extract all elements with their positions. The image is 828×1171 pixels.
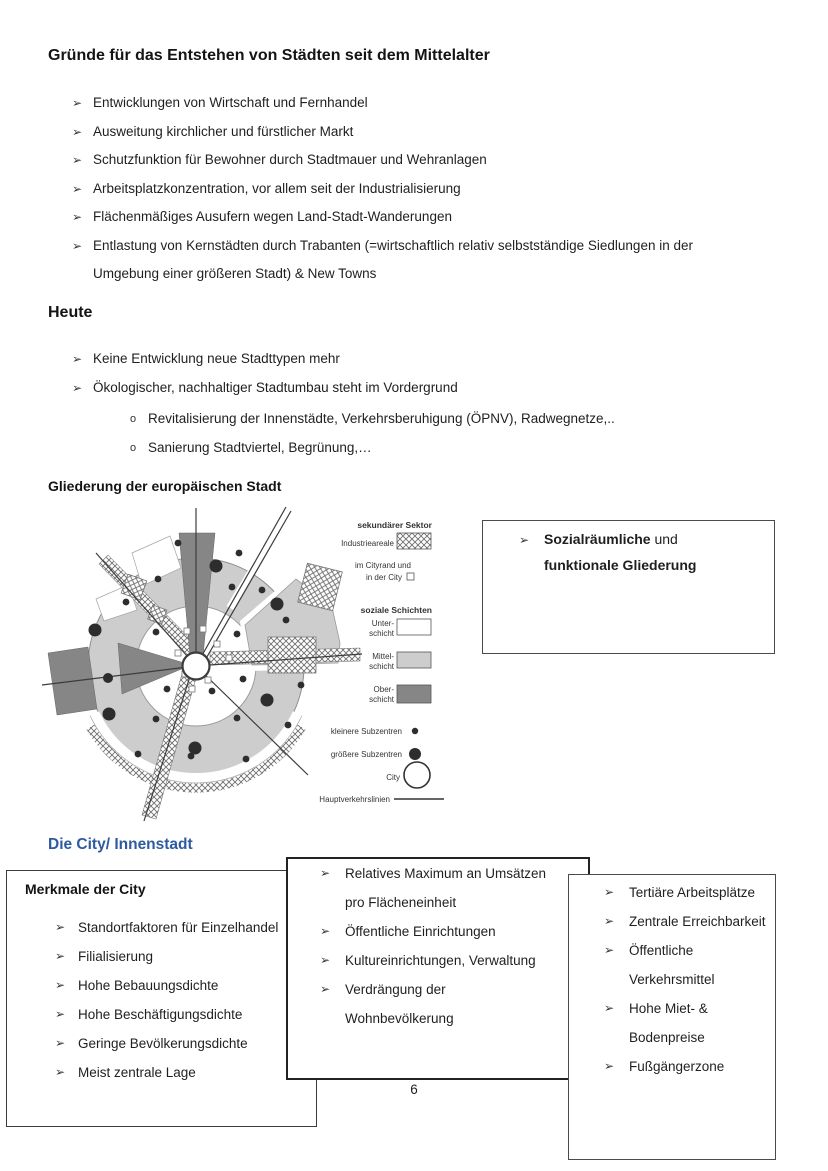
legend-swatch-cityrand-square bbox=[407, 573, 414, 580]
list-item: o Sanierung Stadtviertel, Begrünung,… bbox=[130, 434, 710, 463]
list-item: ➢ Entwicklungen von Wirtschaft und Fernhandel bbox=[72, 89, 732, 118]
note-box-content: ➢ Sozialräumliche und funktionale Gliederung bbox=[519, 527, 696, 578]
arrow-bullet-icon: ➢ bbox=[72, 380, 83, 395]
arrow-bullet-icon: ➢ bbox=[55, 949, 66, 963]
arrow-bullet-icon: ➢ bbox=[72, 352, 83, 366]
arrow-bullet-icon: ➢ bbox=[604, 1001, 615, 1015]
legend-small-dot bbox=[412, 728, 418, 734]
legend-label: größere Subzentren bbox=[330, 750, 402, 759]
heute-list bbox=[72, 345, 732, 402]
legend-city-circle bbox=[404, 762, 430, 788]
list-item: ➢ Flächenmäßiges Ausufern wegen Land-Stadt-Wanderungen bbox=[72, 203, 732, 232]
city-functions-box bbox=[286, 857, 590, 1080]
arrow-bullet-icon: ➢ bbox=[320, 982, 331, 996]
legend-label: kleinere Subzentren bbox=[330, 727, 402, 736]
legend-label: in der City bbox=[365, 573, 402, 582]
arrow-bullet-icon: ➢ bbox=[604, 1059, 615, 1073]
list-item: ➢ Hohe Bebauungsdichte bbox=[55, 971, 303, 1000]
merkmale-box-title: Merkmale der City bbox=[25, 881, 146, 897]
arrow-bullet-icon: ➢ bbox=[55, 978, 66, 992]
legend-label: Unter- bbox=[371, 619, 394, 628]
arrow-bullet-icon: ➢ bbox=[55, 1036, 66, 1050]
legend-label: schicht bbox=[369, 695, 394, 704]
city-features-list bbox=[604, 878, 786, 1081]
page-title: Gründe für das Entstehen von Städten seit dem Mittelalter bbox=[48, 47, 490, 64]
page-number: 6 bbox=[410, 1082, 418, 1097]
reasons-list bbox=[72, 89, 732, 289]
legend-swatch-unterschicht bbox=[397, 619, 431, 635]
legend-swatch-oberschicht bbox=[397, 685, 431, 703]
legend-label: Mittel- bbox=[372, 652, 394, 661]
legend-swatch-mittelschicht bbox=[397, 652, 431, 668]
arrow-bullet-icon: ➢ bbox=[72, 238, 83, 253]
list-item: ➢ Öffentliche Verkehrsmittel bbox=[604, 936, 786, 994]
arrow-bullet-icon: ➢ bbox=[604, 914, 615, 928]
list-item: ➢ Hohe Beschäftigungsdichte bbox=[55, 1000, 303, 1029]
list-item: ➢ Ausweitung kirchlicher und fürstlicher Markt bbox=[72, 118, 732, 147]
legend-large-dot bbox=[409, 748, 421, 760]
list-item: o Revitalisierung der Innenstädte, Verkehrsberuhigung (ÖPNV), Radwegnetze,.. bbox=[130, 405, 710, 434]
legend-label: City bbox=[386, 773, 400, 782]
legend-label: im Cityrand und bbox=[354, 561, 411, 570]
list-item: ➢ Verdrängung der Wohnbevölkerung bbox=[320, 975, 557, 1033]
arrow-bullet-icon: ➢ bbox=[72, 153, 83, 167]
legend-header: soziale Schichten bbox=[360, 605, 432, 615]
legend-header: sekundärer Sektor bbox=[357, 520, 432, 530]
city-functions-list bbox=[320, 859, 557, 1033]
section-heading-heute: Heute bbox=[48, 304, 93, 321]
list-item: ➢ Tertiäre Arbeitsplätze bbox=[604, 878, 786, 907]
city-core-circle bbox=[183, 653, 210, 680]
list-item: ➢ Zentrale Erreichbarkeit bbox=[604, 907, 786, 936]
arrow-bullet-icon: ➢ bbox=[72, 210, 83, 224]
figure-title: Gliederung der europäischen Stadt bbox=[48, 478, 282, 494]
merkmale-box bbox=[6, 870, 317, 1127]
legend-label: schicht bbox=[369, 662, 394, 671]
list-item: ➢ Keine Entwicklung neue Stadttypen mehr bbox=[72, 345, 732, 374]
list-item: ➢ Fußgängerzone bbox=[604, 1052, 786, 1081]
legend-label: schicht bbox=[369, 629, 394, 638]
arrow-bullet-icon: ➢ bbox=[320, 924, 331, 938]
list-item: ➢ Geringe Bevölkerungsdichte bbox=[55, 1029, 303, 1058]
list-item: ➢ Hohe Miet- & Bodenpreise bbox=[604, 994, 786, 1052]
city-model-figure bbox=[40, 503, 460, 825]
arrow-bullet-icon: ➢ bbox=[320, 953, 331, 967]
list-item: ➢ Schutzfunktion für Bewohner durch Stadtmauer und Wehranlagen bbox=[72, 146, 732, 175]
list-item: ➢ Entlastung von Kernstädten durch Trabanten (=wirtschaftlich relativ selbstständige Siedlungen in der Umgebung einer größeren Stadt) & New Towns bbox=[72, 232, 732, 289]
arrow-bullet-icon: ➢ bbox=[55, 920, 66, 934]
list-item: ➢ Relatives Maximum an Umsätzen pro Flächeneinheit bbox=[320, 859, 557, 917]
merkmale-list bbox=[55, 913, 303, 1087]
list-item: ➢ Standortfaktoren für Einzelhandel bbox=[55, 913, 303, 942]
section-heading-city: Die City/ Innenstadt bbox=[48, 836, 193, 853]
list-item: ➢ Arbeitsplatzkonzentration, vor allem seit der Industrialisierung bbox=[72, 175, 732, 204]
circle-bullet-icon: o bbox=[130, 413, 137, 425]
heute-sub-list bbox=[130, 405, 710, 462]
list-item: ➢ Öffentliche Einrichtungen bbox=[320, 917, 557, 946]
legend-swatch-industrie bbox=[397, 533, 431, 549]
arrow-bullet-icon: ➢ bbox=[604, 943, 615, 957]
arrow-bullet-icon: ➢ bbox=[55, 1007, 66, 1021]
city-model-diagram bbox=[42, 507, 362, 821]
arrow-bullet-icon: ➢ bbox=[72, 96, 83, 110]
list-item: ➢ Filialisierung bbox=[55, 942, 303, 971]
arrow-bullet-icon: ➢ bbox=[72, 181, 83, 196]
legend-label: Ober- bbox=[373, 685, 394, 694]
arrow-bullet-icon: ➢ bbox=[604, 885, 615, 899]
list-item: ➢ Kultureinrichtungen, Verwaltung bbox=[320, 946, 557, 975]
arrow-bullet-icon: ➢ bbox=[72, 124, 83, 139]
list-item: ➢ Ökologischer, nachhaltiger Stadtumbau steht im Vordergrund bbox=[72, 374, 732, 403]
legend-label: Industrieareale bbox=[341, 539, 394, 548]
arrow-bullet-icon: ➢ bbox=[55, 1065, 66, 1079]
legend-label: Hauptverkehrslinien bbox=[319, 795, 390, 804]
arrow-bullet-icon: ➢ bbox=[519, 533, 530, 547]
circle-bullet-icon: o bbox=[130, 441, 137, 454]
city-features-box bbox=[568, 874, 776, 1160]
list-item: ➢ Meist zentrale Lage bbox=[55, 1058, 303, 1087]
arrow-bullet-icon: ➢ bbox=[320, 866, 331, 880]
note-box bbox=[482, 520, 775, 654]
